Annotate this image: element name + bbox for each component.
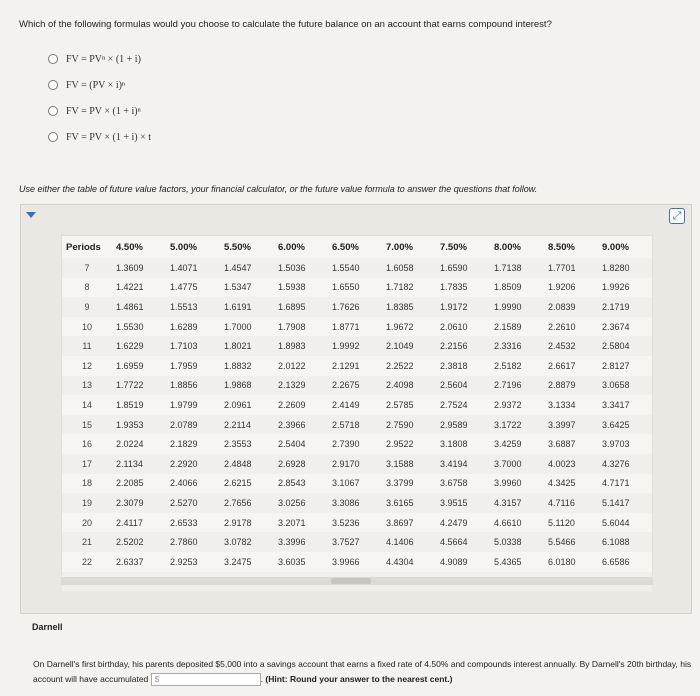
table-row	[62, 454, 652, 474]
factor-cell: 3.9960	[494, 478, 522, 489]
factor-cell: 1.9353	[112, 415, 166, 435]
factor-cell: 5.6044	[602, 517, 630, 528]
table-row	[62, 552, 652, 572]
factor-cell: 2.3316	[490, 336, 544, 356]
factor-cell: 2.4098	[382, 376, 436, 396]
future-value-table-panel	[20, 204, 692, 614]
factor-cell: 1.6229	[112, 336, 166, 356]
factor-cell: 3.1808	[440, 439, 468, 450]
factor-cell: 3.9966	[332, 556, 360, 567]
factor-cell: 2.1134	[112, 454, 166, 474]
period-cell: 16	[81, 439, 92, 450]
table-row	[62, 336, 652, 356]
factor-cell: 2.8543	[278, 478, 306, 489]
factor-cell: 1.8519	[116, 399, 144, 410]
factor-cell: 1.5540	[328, 258, 382, 278]
factor-cell: 2.6533	[170, 517, 198, 528]
factor-cell: 1.6550	[332, 282, 360, 293]
period-cell: 21	[62, 532, 112, 552]
factor-cell: 1.9992	[328, 336, 382, 356]
table-row	[62, 297, 652, 317]
factor-cell: 2.2156	[436, 336, 490, 356]
factor-cell: 2.8879	[544, 376, 598, 396]
hint-text: (Hint: Round your answer to the nearest cent.)	[265, 674, 453, 684]
factor-cell: 3.1722	[490, 415, 544, 435]
option-label: FV = PV × (1 + i)ⁿ	[66, 105, 141, 117]
column-header-periods: Periods	[66, 241, 101, 253]
factor-cell: 4.7116	[544, 493, 598, 513]
scrollbar-thumb[interactable]	[331, 578, 371, 584]
factor-cell: 2.4532	[544, 336, 598, 356]
factor-cell: 2.7196	[490, 376, 544, 396]
column-header-rate: 9.00%	[602, 241, 629, 253]
column-header-rate: 5.00%	[170, 241, 197, 253]
factor-cell: 3.1067	[332, 478, 360, 489]
factor-cell: 1.8771	[332, 321, 360, 332]
factor-cell: 3.9515	[436, 493, 490, 513]
factor-cell: 1.8983	[274, 336, 328, 356]
option-2[interactable]	[48, 76, 151, 94]
factor-cell: 4.7171	[602, 478, 630, 489]
factor-cell: 3.5236	[332, 517, 360, 528]
problem-statement: On Darnell's first birthday, his parents deposited $5,000 into a savings account that earns a fixed rate of 4.50% and compounds interest annually. By Darnell's 20th birthday, his account will have accumulated $ . (Hint: Round your answer to the nearest cent.)	[33, 659, 692, 685]
factor-cell: 2.2920	[166, 454, 220, 474]
factor-cell: 2.3966	[274, 415, 328, 435]
factor-cell: 3.3996	[274, 532, 328, 552]
table-row	[62, 532, 652, 552]
factor-cell: 6.6586	[602, 556, 630, 567]
period-cell: 12	[81, 360, 92, 371]
factor-cell: 2.3818	[440, 360, 468, 371]
period-cell: 17	[62, 454, 112, 474]
factor-cell: 4.3425	[548, 478, 576, 489]
factor-cell: 2.6337	[116, 556, 144, 567]
option-label: FV = PV × (1 + i) × t	[66, 131, 151, 143]
radio-button[interactable]	[48, 132, 58, 142]
factor-cell: 2.7590	[382, 415, 436, 435]
table-row	[62, 474, 652, 494]
factor-cell: 3.0782	[220, 532, 274, 552]
factor-cell: 1.4221	[116, 282, 144, 293]
factor-cell: 2.1589	[494, 321, 522, 332]
factor-cell: 2.7524	[440, 399, 468, 410]
factor-cell: 1.5347	[224, 282, 252, 293]
factor-cell: 1.5036	[274, 258, 328, 278]
table-row	[62, 258, 652, 278]
factor-cell: 6.0180	[548, 556, 576, 567]
table-row	[62, 356, 652, 376]
factor-cell: 1.7138	[490, 258, 544, 278]
factor-cell: 2.5182	[494, 360, 522, 371]
period-cell: 10	[81, 321, 92, 332]
factor-cell: 2.0789	[166, 415, 220, 435]
factor-cell: 5.4365	[494, 556, 522, 567]
factor-cell: 1.9172	[436, 297, 490, 317]
factor-cell: 3.3417	[602, 399, 630, 410]
table-container	[61, 235, 653, 575]
factor-cell: 1.9868	[220, 376, 274, 396]
factor-cell: 3.6035	[278, 556, 306, 567]
factor-cell: 5.1120	[548, 517, 575, 528]
factor-cell: 2.1719	[598, 297, 652, 317]
factor-cell: 3.4194	[436, 454, 490, 474]
factor-cell: 1.4071	[166, 258, 220, 278]
factor-cell: 3.2071	[278, 517, 306, 528]
factor-cell: 2.7860	[166, 532, 220, 552]
factor-cell: 1.5938	[278, 282, 306, 293]
factor-cell: 3.6165	[382, 493, 436, 513]
factor-cell: 2.5604	[436, 376, 490, 396]
factor-cell: 2.9170	[328, 454, 382, 474]
table-row	[62, 376, 652, 396]
table-header-row	[62, 236, 652, 258]
factor-cell: 5.0338	[490, 532, 544, 552]
factor-cell: 1.7182	[386, 282, 414, 293]
question-text: Which of the following formulas would you choose to calculate the future balance on an account that earns compound interest?	[19, 19, 552, 30]
column-header-rate: 8.00%	[494, 241, 521, 253]
radio-button[interactable]	[48, 106, 58, 116]
factor-cell: 2.5785	[386, 399, 414, 410]
factor-cell: 3.1588	[382, 454, 436, 474]
factor-cell: 4.2479	[440, 517, 468, 528]
section-title: Darnell	[32, 622, 63, 632]
factor-cell: 2.3674	[602, 321, 630, 332]
factor-cell: 2.7656	[220, 493, 274, 513]
factor-cell: 2.5718	[328, 415, 382, 435]
factor-cell: 1.5530	[116, 321, 144, 332]
factor-cell: 2.5804	[598, 336, 652, 356]
factor-cell: 2.4848	[220, 454, 274, 474]
expand-icon[interactable]: ⤢	[669, 208, 685, 224]
factor-cell: 3.4259	[494, 439, 522, 450]
factor-cell: 2.9178	[224, 517, 252, 528]
factor-cell: 2.4149	[332, 399, 360, 410]
future-value-factor-table	[62, 236, 652, 591]
column-header-rate: 4.50%	[116, 241, 143, 253]
collapse-arrow-icon[interactable]	[26, 212, 36, 218]
period-cell: 13	[62, 376, 112, 396]
table-row	[62, 493, 652, 513]
factor-cell: 1.8856	[166, 376, 220, 396]
factor-cell: 3.2475	[224, 556, 252, 567]
period-cell: 9	[62, 297, 112, 317]
column-header-rate: 7.00%	[386, 241, 413, 253]
factor-cell: 2.1829	[170, 439, 198, 450]
factor-cell: 2.9589	[436, 415, 490, 435]
factor-cell: 2.6617	[548, 360, 576, 371]
factor-cell: 3.8697	[386, 517, 414, 528]
factor-cell: 1.7701	[544, 258, 598, 278]
factor-cell: 3.6425	[598, 415, 652, 435]
factor-cell: 1.6959	[116, 360, 144, 371]
factor-cell: 2.0122	[278, 360, 306, 371]
table-row	[62, 278, 652, 298]
factor-cell: 1.7103	[166, 336, 220, 356]
factor-cell: 1.7000	[224, 321, 252, 332]
factor-cell: 1.3609	[112, 258, 166, 278]
factor-cell: 1.6191	[220, 297, 274, 317]
factor-cell: 1.7908	[278, 321, 306, 332]
factor-cell: 1.7722	[112, 376, 166, 396]
period-cell: 11	[62, 336, 112, 356]
factor-cell: 2.3079	[112, 493, 166, 513]
factor-cell: 2.9372	[494, 399, 522, 410]
factor-cell: 2.0961	[224, 399, 252, 410]
answer-options	[48, 50, 151, 154]
period-cell: 18	[81, 478, 92, 489]
factor-cell: 1.6590	[436, 258, 490, 278]
factor-cell: 1.6895	[274, 297, 328, 317]
factor-cell: 2.4117	[116, 517, 143, 528]
column-header-rate: 6.50%	[332, 241, 359, 253]
period-cell: 19	[62, 493, 112, 513]
period-cell: 22	[81, 556, 92, 567]
factor-cell: 3.0658	[598, 376, 652, 396]
factor-cell: 2.0839	[544, 297, 598, 317]
factor-cell: 4.9089	[440, 556, 468, 567]
factor-cell: 1.9990	[490, 297, 544, 317]
factor-cell: 4.6610	[494, 517, 522, 528]
factor-cell: 3.9703	[602, 439, 630, 450]
factor-cell: 4.3276	[598, 454, 652, 474]
factor-cell: 1.9206	[548, 282, 576, 293]
factor-cell: 3.6887	[548, 439, 576, 450]
factor-cell: 2.2114	[220, 415, 274, 435]
factor-cell: 2.1049	[382, 336, 436, 356]
factor-cell: 1.4547	[220, 258, 274, 278]
factor-cell: 5.5466	[544, 532, 598, 552]
factor-cell: 1.4775	[170, 282, 198, 293]
period-cell: 8	[84, 282, 90, 293]
column-header-rate: 8.50%	[548, 241, 575, 253]
instruction-text: Use either the table of future value factors, your financial calculator, or the future value formula to answer the questions that follow.	[19, 184, 538, 194]
factor-cell: 2.2610	[548, 321, 576, 332]
factor-cell: 2.6215	[224, 478, 252, 489]
factor-cell: 1.9799	[170, 399, 198, 410]
table-row	[62, 434, 652, 454]
factor-cell: 4.4304	[386, 556, 414, 567]
currency-symbol: $	[154, 675, 160, 685]
table-row	[62, 317, 652, 337]
factor-cell: 1.6058	[382, 258, 436, 278]
factor-cell: 1.5513	[166, 297, 220, 317]
factor-cell: 1.7835	[440, 282, 468, 293]
horizontal-scrollbar[interactable]	[61, 577, 653, 585]
factor-cell: 1.8280	[598, 258, 652, 278]
table-row	[62, 513, 652, 533]
factor-cell: 4.5664	[436, 532, 490, 552]
factor-cell: 3.7527	[328, 532, 382, 552]
factor-cell: 1.7959	[170, 360, 198, 371]
period-cell: 7	[62, 258, 112, 278]
factor-cell: 2.2522	[386, 360, 414, 371]
factor-cell: 2.1329	[274, 376, 328, 396]
factor-cell: 3.7000	[490, 454, 544, 474]
factor-cell: 4.0023	[544, 454, 598, 474]
factor-cell: 3.6758	[440, 478, 468, 489]
factor-cell: 3.3997	[544, 415, 598, 435]
factor-cell: 2.7390	[332, 439, 360, 450]
panel-header	[21, 205, 691, 227]
factor-cell: 1.8509	[494, 282, 522, 293]
factor-cell: 2.0224	[116, 439, 144, 450]
factor-cell: 1.7626	[328, 297, 382, 317]
option-1[interactable]	[48, 50, 151, 68]
option-4[interactable]	[48, 128, 151, 146]
factor-cell: 2.2085	[116, 478, 144, 489]
factor-cell: 2.4066	[170, 478, 198, 489]
factor-cell: 3.1334	[548, 399, 576, 410]
factor-cell: 1.8385	[382, 297, 436, 317]
factor-cell: 3.3799	[386, 478, 414, 489]
factor-cell: 2.9522	[386, 439, 414, 450]
factor-cell: 2.2675	[328, 376, 382, 396]
table-row	[62, 395, 652, 415]
factor-cell: 2.0610	[440, 321, 468, 332]
factor-cell: 4.1406	[382, 532, 436, 552]
factor-cell: 2.9253	[170, 556, 198, 567]
period-cell: 20	[81, 517, 92, 528]
factor-cell: 2.8127	[602, 360, 630, 371]
factor-cell: 2.1291	[332, 360, 360, 371]
column-header-rate: 5.50%	[224, 241, 251, 253]
table-row	[62, 415, 652, 435]
factor-cell: 2.2609	[278, 399, 306, 410]
factor-cell: 3.3086	[328, 493, 382, 513]
option-3[interactable]	[48, 102, 151, 120]
option-label: FV = PVⁿ × (1 + i)	[66, 53, 141, 65]
factor-cell: 1.6289	[170, 321, 198, 332]
radio-button[interactable]	[48, 80, 58, 90]
period-cell: 14	[81, 399, 92, 410]
factor-cell: 1.9672	[386, 321, 414, 332]
factor-cell: 2.5270	[166, 493, 220, 513]
factor-cell: 1.9926	[602, 282, 630, 293]
factor-cell: 2.3553	[224, 439, 252, 450]
factor-cell: 1.8832	[224, 360, 252, 371]
factor-cell: 2.5202	[112, 532, 166, 552]
problem-text: On Darnell's first birthday, his parents deposited $5,000 into a savings account that earns a fixed rate of 4.50% and compounds interest annually. By Darnell's 20th birthday, his account will have accumulated	[33, 659, 692, 684]
factor-cell: 5.1417	[598, 493, 652, 513]
factor-cell: 3.0256	[274, 493, 328, 513]
factor-cell: 2.6928	[274, 454, 328, 474]
column-header-rate: 6.00%	[278, 241, 305, 253]
option-label: FV = (PV × i)ⁿ	[66, 79, 126, 91]
period-cell: 15	[62, 415, 112, 435]
answer-input[interactable]	[151, 673, 261, 686]
factor-cell: 4.3157	[490, 493, 544, 513]
factor-cell: 1.8021	[220, 336, 274, 356]
column-header-rate: 7.50%	[440, 241, 467, 253]
factor-cell: 6.1088	[598, 532, 652, 552]
radio-button[interactable]	[48, 54, 58, 64]
factor-cell: 2.5404	[278, 439, 306, 450]
factor-cell: 1.4861	[112, 297, 166, 317]
